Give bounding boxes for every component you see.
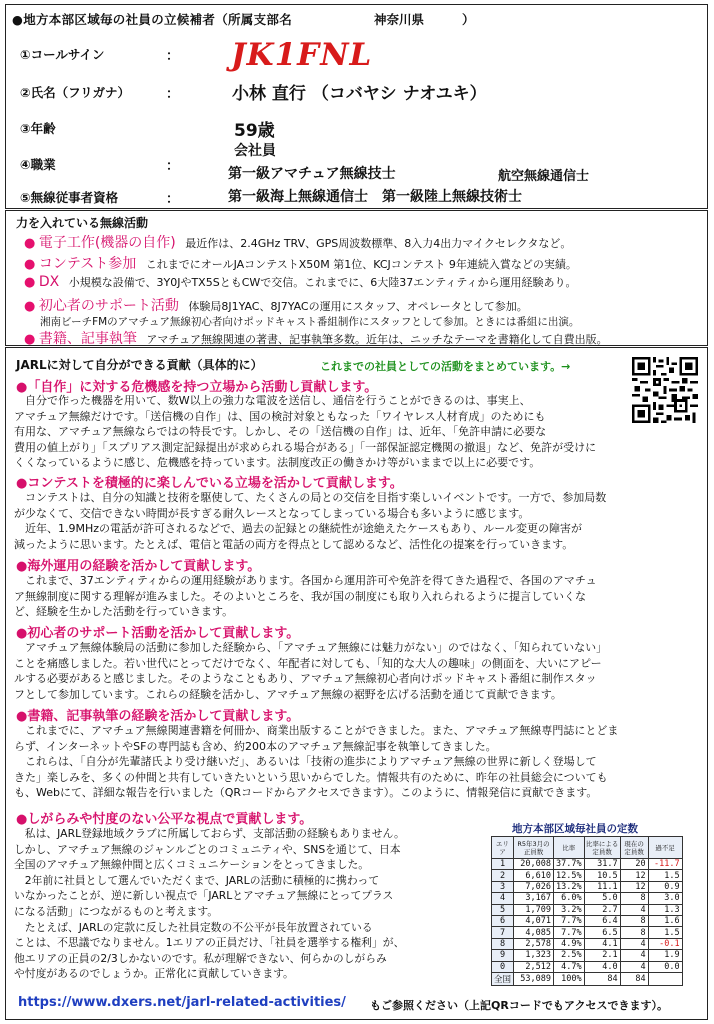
table-cell: 11.1 [584, 881, 620, 892]
bullet-icon: ● [16, 476, 28, 491]
bullet-icon: ● [16, 559, 28, 574]
bullet-icon: ● [16, 812, 28, 827]
contrib-section-body: コンテストは、自分の知識と技術を駆使して、たくさんの局との交信を目指す楽しいイベントです。一方で、参加局数 が少なくて、交信できない時間が長すぎる耐久レースとなってしまっている場合も多いように感じます。 近年、1.9MHzの電話が許可されるなどで、過去の記録との継続性が途絶えたケースもあり、ルール変更の障害が 減ったように思います。たとえば、電信と電話の両方を得点として認めるなど、活性化の提案を行っていきます。 [14, 491, 607, 551]
table-cell: 4.1 [584, 938, 620, 949]
activity-text: 湘南ビーチFMのアマチュア無線初心者向けポッドキャスト番組制作にスタッフとして参加。ときには番組に出演。 [40, 316, 580, 328]
activity-text: 最近作は、2.4GHz TRV、GPS周波数標準、8入力4出力マイクセレクタなど。 [185, 237, 572, 250]
contrib-section-body: これまで、37エンティティからの運用経験があります。各国から運用許可や免許を得てきた過程で、各国のアマチュ ア無線制度に関する理解が進みました。そのよいところを、我が国の制度にも取り入れられるように提言していくな ど、経験を生かした活動を行っていきます。 [14, 574, 597, 618]
table-cell: 2 [492, 870, 514, 881]
table-cell: 2,578 [514, 938, 554, 949]
colon: ： [166, 49, 180, 64]
activity-text: アマチュア無線関連の著書、記事執筆多数。近年は、ニッチなテーマを書籍化して自費出版。 [146, 333, 608, 346]
job-label: ④職業 [20, 157, 56, 172]
table-cell: 7.7% [554, 927, 585, 938]
table-cell: 8 [620, 915, 648, 926]
colon: ： [166, 192, 180, 207]
table-cell: 0 [492, 961, 514, 972]
table-cell: 全国 [492, 972, 514, 985]
table-cell: 6.5 [584, 927, 620, 938]
table-cell: 4 [620, 950, 648, 961]
activity-head: DX [38, 274, 60, 290]
table-cell [648, 972, 682, 985]
table-row [492, 915, 683, 926]
quota-table [491, 836, 683, 986]
table-cell: 100% [554, 972, 585, 985]
table-cell: 4 [620, 938, 648, 949]
table-row [492, 881, 683, 892]
table-cell: 53,089 [514, 972, 554, 985]
activity-item [24, 232, 571, 252]
table-cell: 6.4 [584, 915, 620, 926]
contrib-section-body: アマチュア無線体験局の活動に参加した経験から、「アマチュア無線には魅力がない」のではなく、「知られていない」 ことを痛感しました。若い世代にとってだけでなく、年配者に対しても、「知的な大人の趣味」の側面を、大いにアピー ルする必要があると感じました。そのようなこともあり、アマチュア無線初心者向けポッドキャスト番組に制作スタッ フとして参加しています。これらの経験を活かし、アマチュア無線の裾野を広げる活動を通じて貢献できます。 [14, 641, 608, 701]
table-cell: 2.5% [554, 950, 585, 961]
branch-value: 神奈川県 [374, 12, 425, 27]
table-cell: 4,085 [514, 927, 554, 938]
license-1-value: 第一級アマチュア無線技士 [228, 166, 396, 182]
age-label: ③年齢 [20, 121, 56, 136]
table-title: 地方本部区域毎社員の定数 [512, 823, 638, 835]
table-cell: 3.0 [648, 893, 682, 904]
table-header: 過不足 [648, 837, 682, 859]
bullet-icon: ● [24, 275, 36, 290]
table-cell: 20 [620, 859, 648, 870]
bullet-icon: ● [24, 236, 36, 251]
contrib-section-head: ●海外運用の経験を活かして貢献します。 [16, 559, 261, 574]
bullet-icon: ● [16, 709, 28, 724]
bullet-icon: ● [16, 380, 28, 395]
activities-box [5, 210, 708, 346]
table-cell: 1 [492, 859, 514, 870]
table-cell: 4 [620, 904, 648, 915]
table-cell: 1,709 [514, 904, 554, 915]
activity-head: 初心者のサポート活動 [38, 298, 179, 314]
activity-head: 書籍、記事執筆 [38, 331, 137, 347]
table-cell: 8 [620, 927, 648, 938]
contrib-section-head: ●「自作」に対する危機感を持つ立場から活動し貢献します。 [16, 380, 378, 395]
table-cell: 4 [492, 893, 514, 904]
table-cell: 4.9% [554, 938, 585, 949]
license-2-value: 第一級海上無線通信士 第一級陸上無線技術士 [228, 189, 522, 205]
table-cell: 1.6 [648, 915, 682, 926]
table-cell: 31.7 [584, 859, 620, 870]
reference-note: もご参照ください（上記QRコードでもアクセスできます）。 [370, 999, 668, 1012]
contrib-title: JARLに対して自分ができる貢献（具体的に） [16, 358, 263, 372]
job-value: 会社員 [234, 143, 276, 159]
table-cell: 1,323 [514, 950, 554, 961]
contrib-section-head: ●初心者のサポート活動を活かして貢献します。 [16, 626, 300, 641]
table-cell: 8 [620, 893, 648, 904]
table-cell: 6 [492, 915, 514, 926]
contrib-section-head: ●コンテストを積極的に楽しんでいる立場を活かして貢献します。 [16, 476, 403, 491]
activities-title: 力を入れている無線活動 [16, 216, 149, 230]
table-cell: 3.2% [554, 904, 585, 915]
table-cell: 10.5 [584, 870, 620, 881]
table-header: 現在の定員数 [620, 837, 648, 859]
table-cell: 12 [620, 870, 648, 881]
table-header: 比率による定員数 [584, 837, 620, 859]
table-cell: 1.9 [648, 950, 682, 961]
activity-item [40, 314, 579, 329]
table-cell: 8 [492, 938, 514, 949]
table-cell: 9 [492, 950, 514, 961]
activity-head: 電子工作(機器の自作) [38, 235, 176, 251]
table-cell: 7 [492, 927, 514, 938]
bullet-icon: ● [24, 332, 36, 347]
contrib-section-body: これまでに、アマチュア無線関連書籍を何冊か、商業出版することができました。また、アマチュア無線専門誌にとどま らず、インターネットやSFの専門誌も含め、約200本のアマチュア無線記事を執筆してきました。 これらは、「自分が先輩諸氏より受け継いだ」、あるいは「技術の進歩によりアマチュア無線の世界に新しく登場して きた」楽しみを、多くの仲間と共有していきたいという思いからでした。情報共有のために、昨年の社員総会についても も、Webにて、詳細な報告を行いました（QRコードからアクセスできます）。このように、情報発信に貢献できます。 [14, 724, 619, 799]
table-row [492, 893, 683, 904]
table-cell: 0.9 [648, 881, 682, 892]
activity-item [24, 253, 577, 273]
table-cell: 5 [492, 904, 514, 915]
age-value: 59歳 [234, 121, 275, 141]
reference-link[interactable]: https://www.dxers.net/jarl-related-activities/ [18, 995, 346, 1010]
contrib-note: これまでの社員としての活動をまとめています。→ [320, 360, 571, 373]
table-cell: 3,167 [514, 893, 554, 904]
table-row [492, 950, 683, 961]
table-cell: 12 [620, 881, 648, 892]
activity-text: 小規模な設備で、3Y0JやTX5SともCWで交信。これまでに、6大陸37エンティティから運用経験あり。 [68, 276, 577, 289]
table-cell: -0.1 [648, 938, 682, 949]
table-cell: 1.3 [648, 904, 682, 915]
table-cell: 84 [584, 972, 620, 985]
name-value: 小林 直行 （コバヤシ ナオユキ） [232, 84, 487, 104]
activity-text: 体験局8J1YAC、8J7YACの運用にスタッフ、オペレータとして参加。 [188, 300, 528, 313]
header-close: ） [462, 12, 475, 27]
table-cell: 5.0 [584, 893, 620, 904]
license-label: ⑤無線従事者資格 [20, 190, 119, 205]
table-header: 比率 [554, 837, 585, 859]
table-cell: 2.1 [584, 950, 620, 961]
table-row [492, 961, 683, 972]
table-header: R5年3月の正員数 [514, 837, 554, 859]
table-cell: 13.2% [554, 881, 585, 892]
activity-item [24, 328, 608, 348]
table-cell: 37.7% [554, 859, 585, 870]
table-cell: 4 [620, 961, 648, 972]
table-cell: 1.5 [648, 927, 682, 938]
contrib-section-head: ●書籍、記事執筆の経験を活かして貢献します。 [16, 709, 300, 724]
table-row [492, 904, 683, 915]
table-row [492, 938, 683, 949]
table-cell: 4,071 [514, 915, 554, 926]
bullet-icon: ● [24, 299, 36, 314]
colon: ： [166, 159, 180, 174]
table-row [492, 972, 683, 985]
table-row [492, 859, 683, 870]
license-1b-value: 航空無線通信士 [498, 169, 590, 184]
table-cell: 3 [492, 881, 514, 892]
bullet-icon: ● [24, 257, 36, 272]
table-row [492, 870, 683, 881]
contrib-section-body: 自分で作った機器を用いて、数W以上の強力な電波を送信し、通信を行うことができるのは、事実上、 アマチュア無線だけです。「送信機の自作」は、国の検討対象ともなった「ワイヤレス人材育成」のためにも 有用な、アマチュア無線ならではの特長です。しかし、その「送信機の自作」は、近年、「免許申請に必要な 費用の値上がり」「スプリアス測定記録提出が求められる場合がある」「一部保証認定機関の撤退」など、免許が受けに くくなっているように感じ、危機感を持っています。法制度改正の働きかけ等がいままで以上に必要です。 [14, 394, 597, 469]
header-label: ●地方本部区域毎の社員の立候補者（所属支部名 [12, 12, 293, 27]
activity-item [24, 274, 577, 290]
activity-head: コンテスト参加 [38, 256, 137, 272]
table-cell: 7,026 [514, 881, 554, 892]
table-cell: 1.5 [648, 870, 682, 881]
table-cell: 7.7% [554, 915, 585, 926]
table-row [492, 927, 683, 938]
activity-text: これまでにオールJAコンテストX50M 第1位、KCJコンテスト 9年連続入賞などの実績。 [145, 258, 577, 271]
contrib-section-body: 私は、JARL登録地域クラブに所属しておらず、支部活動の経験もありません。 しかし、アマチュア無線のジャンルごとのコミュニティや、SNSを通じて、日本 全国のアマチュア無線仲間と広くコミュニケーションをとってきました。 2年前に社員として選んでいただくまで、JARLの活動に積極的に携わって いなかったことが、逆に新しい視点で「JARLとアマチュア無線にとってプラス になる活動」につながるものと考えます。 たとえば、JARLの定款に反した社員定数の不公平が長年放置されている ことは、不思議でなりません。1エリアの正員だけ、「社員を選挙する権利」が、 他エリアの正員の2/3しかないのです。私が理解できない、何らかのしがらみ や忖度があるのでしょうか。正常化に貢献していきます。 [14, 827, 405, 981]
table-header-row [492, 837, 683, 859]
table-cell: 84 [620, 972, 648, 985]
table-cell: 20,008 [514, 859, 554, 870]
name-label: ②氏名（フリガナ） [20, 85, 130, 100]
table-cell: 6.0% [554, 893, 585, 904]
table-cell: 0.0 [648, 961, 682, 972]
activity-item [24, 295, 528, 315]
colon: ： [166, 87, 180, 102]
table-cell: 4.0 [584, 961, 620, 972]
table-cell: -11.7 [648, 859, 682, 870]
profile-box [5, 4, 708, 209]
table-cell: 4.7% [554, 961, 585, 972]
table-cell: 2.7 [584, 904, 620, 915]
table-cell: 12.5% [554, 870, 585, 881]
contrib-section-head: ●しがらみや忖度のない公平な視点で貢献します。 [16, 812, 313, 827]
bullet-icon: ● [16, 626, 28, 641]
callsign-label: ①コールサイン [20, 47, 105, 62]
table-cell: 2,512 [514, 961, 554, 972]
table-header: エリア [492, 837, 514, 859]
callsign-value: JK1FNL [231, 37, 373, 73]
table-cell: 6,610 [514, 870, 554, 881]
